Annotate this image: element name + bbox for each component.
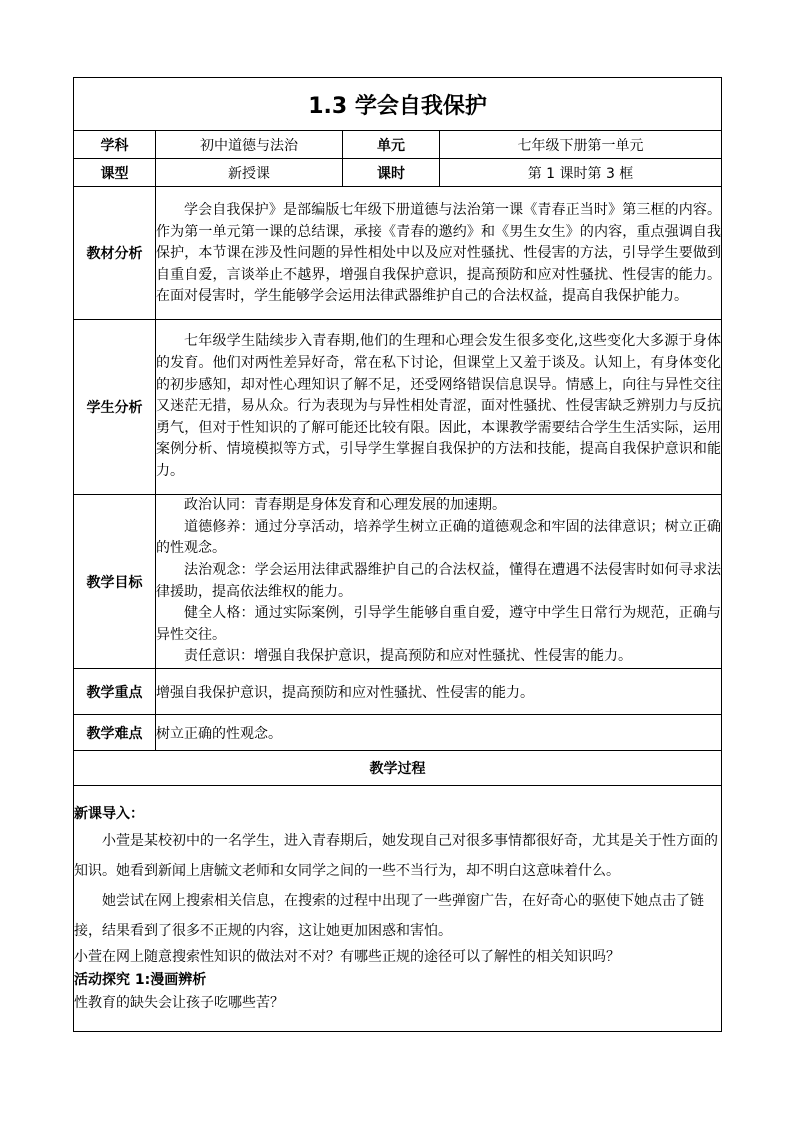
intro-paragraph: 小萱是某校初中的一名学生，进入青春期后，她发现自己对很多事情都很好奇，尤其是关于性方面的知识。她看到新闻上唐毓文老师和女同学之间的一些不当行为，却不明白这意味着什么。: [74, 832, 718, 879]
type-value: 新授课: [156, 159, 343, 187]
goal-item: 责任意识：增强自我保护意识，提高预防和应对性骚扰、性侵害的能力。: [184, 648, 632, 665]
period-value: 第 1 课时第 3 框: [440, 159, 722, 187]
difficulty-text: 树立正确的性观念。: [156, 715, 722, 751]
process-title: 教学过程: [74, 751, 722, 786]
page-title: 1.3 学会自我保护: [74, 78, 722, 131]
teaching-goals-label: 教学目标: [74, 495, 156, 669]
student-analysis-text: 七年级学生陆续步入青春期,他们的生理和心理会发生很多变化,这些变化大多源于身体的发育。他们对两性差异好奇，常在私下讨论，但课堂上又羞于谈及。认知上，有身体变化的初步感知，却对性心理知识了解不足，还受网络错误信息误导。情感上，向往与异性交往又迷茫无措，易从众。行为表现为与异性相处青涩，面对性骚扰、性侵害缺乏辨别力与反抗勇气，但对于性知识的了解可能还比较有限。因此，本课教学需要结合学生生活实际，运用案例分析、情境模拟等方式，引导学生掌握自我保护的方法和技能，提高自我保护意识和能力。: [156, 333, 722, 479]
key-point-text: 增强自我保护意识，提高预防和应对性骚扰、性侵害的能力。: [156, 669, 722, 715]
student-analysis-label: 学生分析: [74, 320, 156, 495]
unit-label: 单元: [343, 131, 440, 159]
period-label: 课时: [343, 159, 440, 187]
student-analysis-cell: [156, 320, 722, 495]
subject-value: 初中道德与法治: [156, 131, 343, 159]
teaching-goals-cell: [156, 495, 722, 669]
lesson-plan-table: [73, 77, 722, 1032]
goal-item: 道德修养：通过分享活动，培养学生树立正确的道德观念和牢固的法律意识；树立正确的性观念。: [156, 518, 722, 557]
material-analysis-label: 教材分析: [74, 187, 156, 320]
unit-value: 七年级下册第一单元: [440, 131, 722, 159]
difficulty-label: 教学难点: [74, 715, 156, 751]
goal-item: 健全人格：通过实际案例，引导学生能够自重自爱，遵守中学生日常行为规范，正确与异性交往。: [156, 605, 722, 643]
material-analysis-cell: [156, 187, 722, 320]
process-cell: [74, 786, 722, 1032]
key-point-label: 教学重点: [74, 669, 156, 715]
subject-label: 学科: [74, 131, 156, 159]
material-analysis-text: 学会自我保护》是部编版七年级下册道德与法治第一课《青春正当时》第三框的内容。作为第一单元第一课的总结课，承接《青春的邀约》和《男生女生》的内容，重点强调自我保护，本节课在涉及性问题的异性相处中以及应对性骚扰、性侵害的方法，引导学生要做到自重自爱，言谈举止不越界，增强自我保护意识，提高预防和应对性骚扰、性侵害的能力。在面对侵害时，学生能够学会运用法律武器维护自己的合法权益，提高自我保护能力。: [156, 202, 722, 305]
type-label: 课型: [74, 159, 156, 187]
goal-item: 政治认同：青春期是身体发育和心理发展的加速期。: [184, 497, 506, 514]
activity-heading: 活动探究 1:漫画辨析: [74, 971, 207, 988]
goal-item: 法治观念：学会运用法律武器维护自己的合法权益，懂得在遭遇不法侵害时如何寻求法律援助，提高依法维权的能力。: [156, 561, 722, 600]
activity-question: 性教育的缺失会让孩子吃哪些苦？: [74, 994, 284, 1011]
intro-question: 小萱在网上随意搜索性知识的做法对不对？有哪些正规的途径可以了解性的相关知识吗？: [74, 948, 620, 965]
intro-paragraph: 她尝试在网上搜索相关信息，在搜索的过程中出现了一些弹窗广告，在好奇心的驱使下她点击了链接，结果看到了很多不正规的内容，这让她更加困惑和害怕。: [74, 892, 704, 939]
intro-heading: 新课导入：: [74, 805, 144, 822]
